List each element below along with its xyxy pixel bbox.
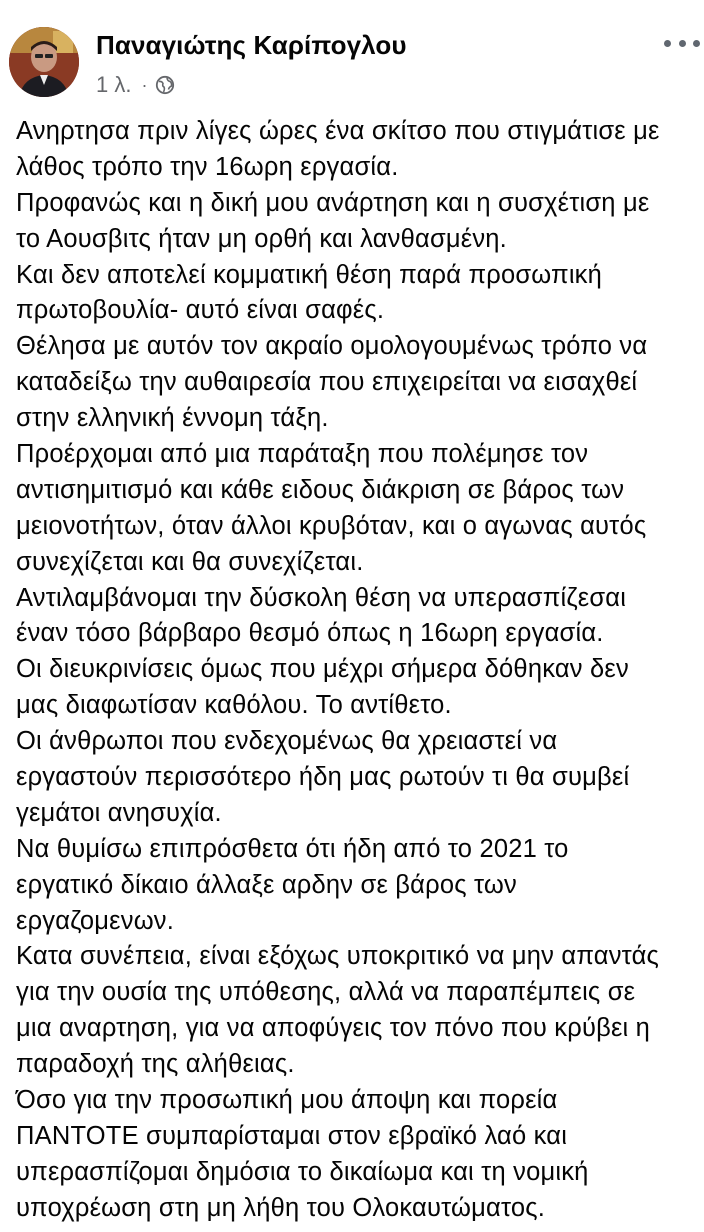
avatar-image	[9, 27, 79, 97]
globe-icon[interactable]	[155, 75, 175, 95]
post-text-line: εργατικό δίκαιο άλλαξε αρδην σε βάρος των	[16, 870, 517, 899]
post-text-line: υποχρέωση στη μη λήθη του Ολοκαυτώματος.	[16, 1193, 546, 1222]
more-dot	[693, 40, 700, 47]
more-dot	[664, 40, 671, 47]
post-text-line: μια αναρτηση, για να αποφύγεις τον πόνο που κρύβει η	[16, 1014, 651, 1043]
post-text-line: αντισημιτισμό και κάθε ειδους διάκριση σε βάρος των	[16, 475, 625, 504]
post-text-line: Αντιλαμβάνομαι την δύσκολη θέση να υπερασπίζεσαι	[16, 583, 627, 612]
post-text-line: Προέρχομαι από μια παράταξη που πολέμησε τον	[16, 440, 589, 469]
post-header	[0, 0, 704, 112]
post-text-line: υπερασπίζομαι δημόσια το δικαίωμα και τη νομική	[16, 1157, 589, 1186]
author-name[interactable]: Παναγιώτης Καρίπογλου	[96, 30, 407, 60]
post-text-line: παραδοχή της αλήθειας.	[16, 1050, 295, 1079]
post-text-line: το Αουσβιτς ήταν μη ορθή και λανθασμένη.	[16, 224, 507, 253]
post-text-line: Και δεν αποτελεί κομματική θέση παρά προσωπική	[16, 260, 603, 289]
post-text-line: πρωτοβουλία- αυτό είναι σαφές.	[16, 296, 385, 325]
post-text-line: ΠΑΝΤΟΤΕ συμπαρίσταμαι στον εβραϊκό λαό και	[16, 1121, 568, 1150]
post-text-line: Όσο για την προσωπική μου άποψη και πορεία	[16, 1086, 558, 1115]
post-text-line: Οι διευκρινίσεις όμως που μέχρι σήμερα δόθηκαν δεν	[16, 655, 629, 684]
post-text-line: εργαστούν περισσότερο ήδη μας ρωτούν τι θα συμβεί	[16, 763, 630, 792]
post-text-line: μειονοτήτων, όταν άλλοι κρυβόταν, και ο αγωνας αυτός	[16, 511, 647, 540]
post-text-line: Κατα συνέπεια, είναι εξόχως υποκριτικό να μην απαντάς	[16, 942, 659, 971]
post-meta	[96, 72, 175, 98]
post-text-line: μας διαφωτίσαν καθόλου. Το αντίθετο.	[16, 691, 452, 720]
meta-separator: ·	[141, 74, 148, 95]
post-text-line: Θέλησα με αυτόν τον ακραίο ομολογουμένως τρόπο να	[16, 332, 648, 361]
post-text-line: Προφανώς και η δική μου ανάρτηση και η συσχέτιση με	[16, 188, 650, 217]
more-dot	[679, 40, 686, 47]
post-text-line: εργαζομενων.	[16, 906, 175, 935]
post-text-line: γεμάτοι ανησυχία.	[16, 798, 222, 827]
post-text-line: λάθος τρόπο την 16ωρη εργασία.	[16, 152, 399, 181]
post-text-line: καταδείξω την αυθαιρεσία που επιχειρείται να εισαχθεί	[16, 368, 638, 397]
post-text-line: στην ελληνική έννομη τάξη.	[16, 404, 329, 433]
post-text-line: Οι άνθρωποι που ενδεχομένως θα χρειαστεί να	[16, 727, 558, 756]
post-body	[16, 114, 704, 1227]
post-text-line: Ανηρτησα πριν λίγες ώρες ένα σκίτσο που στιγμάτισε με	[16, 117, 660, 145]
avatar[interactable]	[9, 27, 79, 97]
post-text-line: συνεχίζεται και θα συνεχίζεται.	[16, 547, 364, 576]
more-options-icon[interactable]	[664, 30, 700, 56]
post-text-line: για την ουσία της υπόθεσης, αλλά να παραπέμπεις σε	[16, 978, 636, 1007]
post-timestamp[interactable]: 1 λ.	[96, 72, 132, 97]
post-text-line: έναν τόσο βάρβαρο θεσμό όπως η 16ωρη εργασία.	[16, 619, 604, 648]
post-text-line: Να θυμίσω επιπρόσθετα ότι ήδη από το 2021 το	[16, 834, 569, 863]
